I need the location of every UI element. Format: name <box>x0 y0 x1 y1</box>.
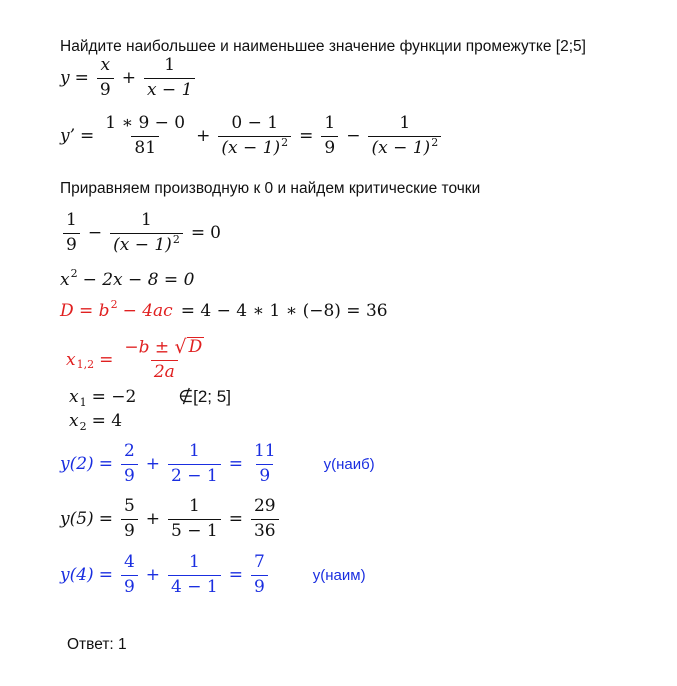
quadratic-equation: x 2 − 2x − 8 = 0 <box>60 266 195 290</box>
max-label: y(наиб) <box>323 455 375 473</box>
deriv-frac4: $\frac{1}{(x - 1)^2}$ <box>368 114 441 158</box>
func-lhs: y <box>60 68 70 89</box>
answer: Ответ: 1 <box>67 636 127 653</box>
step-text: Приравняем производную к 0 и найдем критические точки <box>60 180 481 197</box>
value-y5: y(5) = $\frac{5}{9}$ + $\frac{1}{5 - 1}$ = $\frac{29}{36}$ <box>60 497 282 541</box>
task-statement: Найдите наибольшее и наименьшее значение функции промежутке [2;5] <box>60 38 586 55</box>
deriv-frac1: $\frac{1 ∗ 9 - 0}{81}$ <box>105 113 186 158</box>
value-y2: y(2) = $\frac{2}{9}$ + $\frac{1}{2 - 1}$ = $\frac{11}{9}$ y(наиб) <box>60 441 375 486</box>
root-x1: x 1 = −2 ∉[2; 5] <box>69 387 231 409</box>
min-label: y(наим) <box>312 566 366 584</box>
root-x1-note: ∉[2; 5] <box>178 387 231 406</box>
derivative-line: y’ = $\frac{1 ∗ 9 - 0}{81}$ + $\frac{0 - 1}{(x - 1)^2}$ = $\frac{1}{9}$ − $\frac{1}{(x - 1)^2}$ <box>60 114 444 158</box>
value-y4: y(4) = $\frac{4}{9}$ + $\frac{1}{4 - 1}$ = $\frac{7}{9}$ y(наим) <box>60 552 366 597</box>
roots-formula: x 1,2 = −b ± √ D 2a <box>66 335 203 383</box>
function-definition: y = $\frac{x}{9}$ + $\frac{1}{x - 1}$ <box>60 56 198 100</box>
equation-critical: $\frac{1}{9}$ − $\frac{1}{(x - 1)^2}$ = 0 <box>60 211 221 255</box>
deriv-frac3: $\frac{1}{9}$ <box>321 114 338 158</box>
func-term2: $\frac{1}{x - 1}$ <box>144 56 195 100</box>
func-term1: $\frac{x}{9}$ <box>97 56 114 100</box>
deriv-frac2: $\frac{0 - 1}{(x - 1)^2}$ <box>218 114 291 158</box>
root-x2: x 2 = 4 <box>69 411 123 433</box>
discriminant-line: D = b 2 − 4ac = 4 − 4 ∗ 1 ∗ (−8) = 36 <box>60 297 388 321</box>
